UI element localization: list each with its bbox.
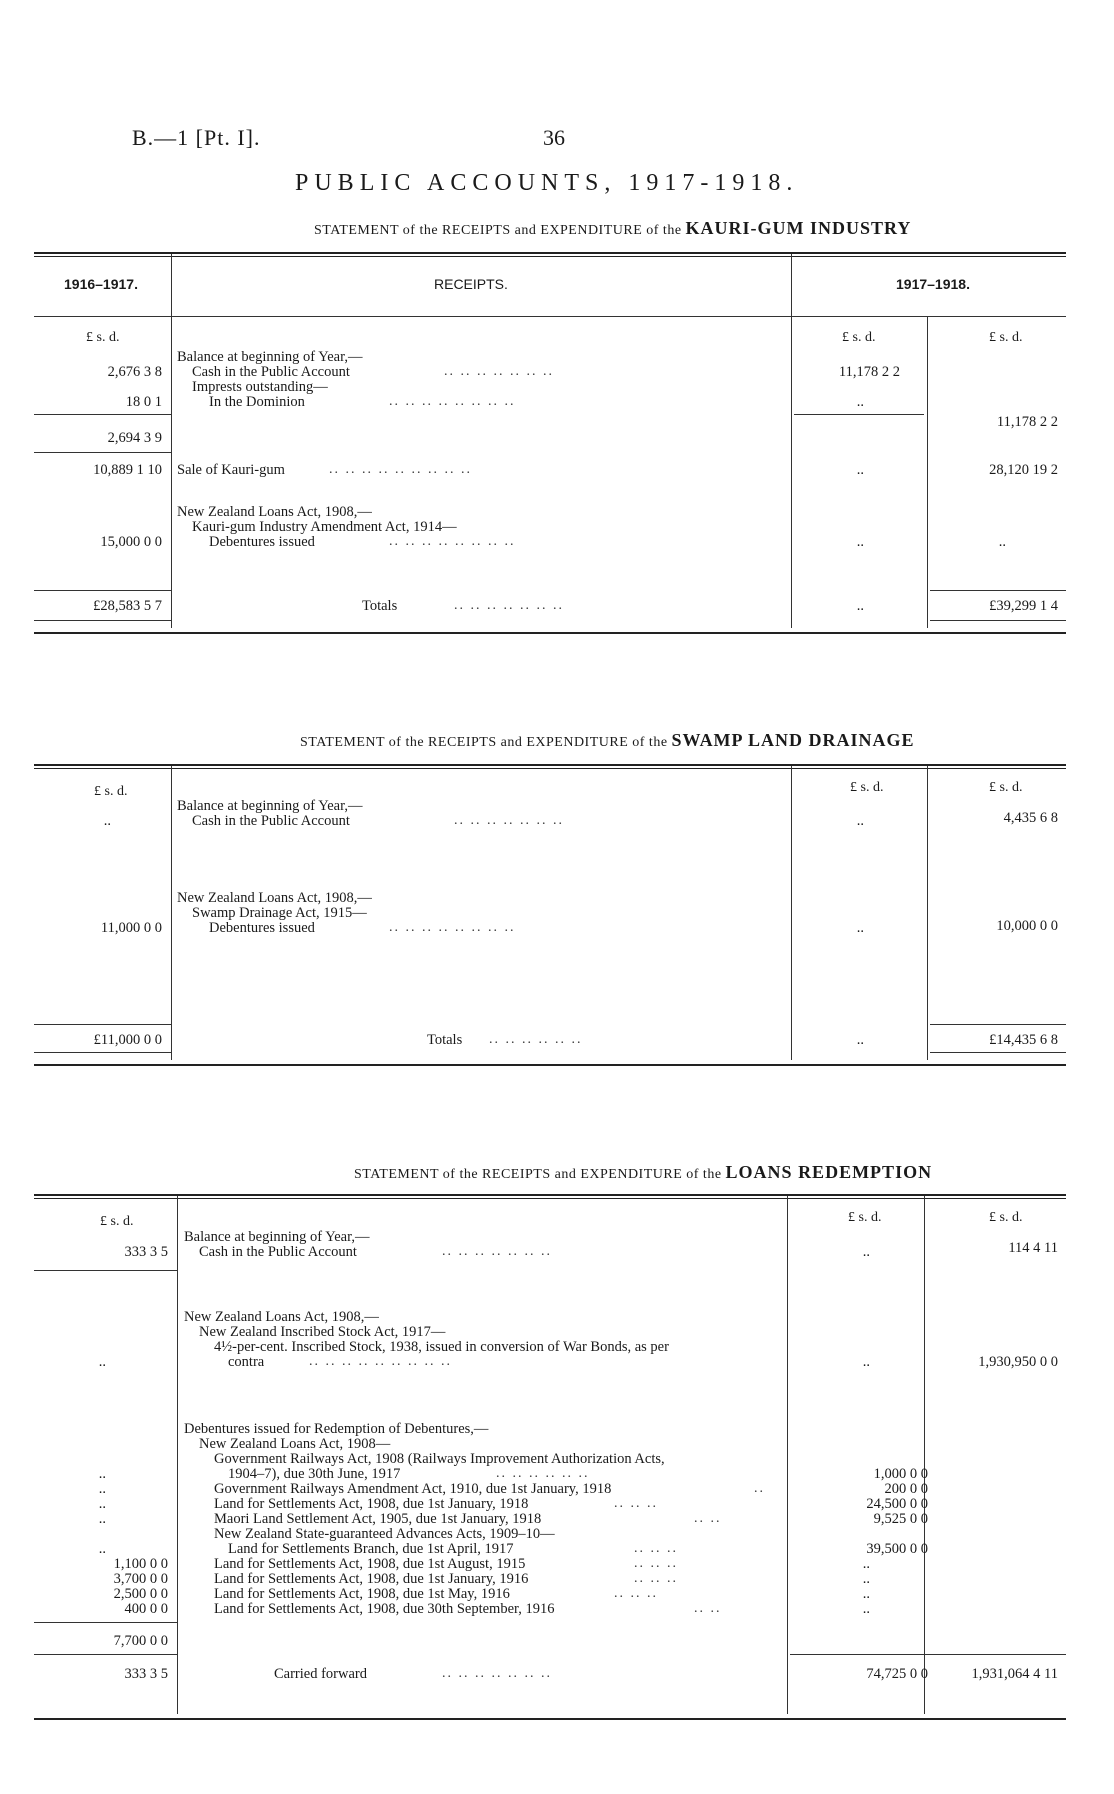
kauri-debentures-curr: ..	[998, 534, 1006, 550]
kauri-subtotal-curr: 11,178 2 2	[996, 414, 1058, 430]
swamp-title-bold: SWAMP LAND DRAINAGE	[671, 730, 915, 750]
loans-item-line: Land for Settlements Branch, due 1st April, 1917	[228, 1541, 514, 1557]
loans-cash-curr: 114 4 11	[1008, 1240, 1058, 1256]
page-number: 36	[543, 125, 565, 150]
loans-units-prev: £ s. d.	[100, 1214, 134, 1229]
kauri-totals-label: Totals	[362, 598, 398, 614]
kauri-debentures-inner: ..	[856, 534, 864, 550]
kauri-units-curr: £ s. d.	[989, 330, 1023, 345]
swamp-units-curr: £ s. d.	[989, 780, 1023, 795]
loans-carried-curr: 1,931,064 4 11	[971, 1666, 1058, 1682]
swamp-title-prefix: STATEMENT of the RECEIPTS and EXPENDITURE of the	[300, 735, 668, 750]
page-title: PUBLIC ACCOUNTS, 1917-1918.	[295, 170, 799, 196]
loans-deb-nzla-label: New Zealand Loans Act, 1908—	[199, 1436, 391, 1452]
kauri-nzla-label: New Zealand Loans Act, 1908,—	[177, 504, 372, 520]
kauri-dominion-label: In the Dominion	[209, 394, 305, 410]
loans-cash-inner: ..	[862, 1244, 870, 1260]
loans-stock-inner: ..	[862, 1354, 870, 1370]
kauri-balance-label: Balance at beginning of Year,—	[177, 349, 363, 365]
loans-item-inner: ..	[862, 1556, 870, 1572]
kauri-cash-curr-inner: 11,178 2 2	[838, 364, 900, 380]
kauri-debentures-label: Debentures issued	[209, 534, 315, 550]
loans-statement-title	[354, 1162, 932, 1183]
loans-item-prev: ..	[98, 1481, 106, 1497]
swamp-cash-inner: ..	[856, 813, 864, 829]
kauri-statement-title	[314, 218, 911, 239]
loans-title-bold: LOANS REDEMPTION	[725, 1162, 933, 1182]
kauri-col-prev-year: 1916–1917.	[64, 276, 138, 292]
swamp-debentures-curr: 10,000 0 0	[996, 918, 1058, 934]
swamp-units-inner: £ s. d.	[850, 780, 884, 795]
loans-item-line: Maori Land Settlement Act, 1905, due 1st January, 1918	[214, 1511, 542, 1527]
loans-units-inner: £ s. d.	[848, 1210, 882, 1225]
swamp-cash-label: Cash in the Public Account	[192, 813, 350, 829]
loans-balance-label: Balance at beginning of Year,—	[184, 1229, 370, 1245]
kauri-subtotal-prev: 2,694 3 9	[107, 430, 162, 446]
swamp-units-prev: £ s. d.	[94, 784, 128, 799]
loans-item-line: 1904–7), due 30th June, 1917	[228, 1466, 401, 1482]
swamp-totals-prev: £11,000 0 0	[93, 1032, 162, 1048]
loans-stock-prev: ..	[98, 1354, 106, 1370]
kauri-cash-prev: 2,676 3 8	[107, 364, 162, 380]
loans-item-inner: 39,500 0 0	[866, 1541, 928, 1557]
swamp-nzla-label: New Zealand Loans Act, 1908,—	[177, 890, 372, 906]
swamp-totals-curr: £14,435 6 8	[989, 1032, 1058, 1048]
loans-stock-label-1: 4½-per-cent. Inscribed Stock, 1938, issued in conversion of War Bonds, as per	[214, 1339, 669, 1355]
loans-cash-prev: 333 3 5	[124, 1244, 168, 1260]
document-reference: B.—1 [Pt. I].	[132, 125, 261, 150]
loans-item-line: Government Railways Amendment Act, 1910, due 1st January, 1918	[214, 1481, 612, 1497]
swamp-table: £ s. d. £ s. d. £ s. d. Balance at beginning of Year,— Cash in the Public Account .. .. .. .. .. .. .. .. .. 4,435 6 8 New Zealand Loans Act, 1908,— Swamp Drainage Act, 1915— Debentures issued .. .. .. .. .. .. .. .. 11,000 0 0 .. 10,000 0 0 Totals .. .. .. .. .. .. £11,000 0 0 .. £14,435 6 8	[34, 764, 1066, 1066]
kauri-sale-prev: 10,889 1 10	[93, 462, 162, 478]
loans-item-prev: ..	[98, 1496, 106, 1512]
loans-item-inner: ..	[862, 1571, 870, 1587]
kauri-title-prefix: STATEMENT of the RECEIPTS and EXPENDITURE of the	[314, 223, 682, 238]
kauri-sale-inner: ..	[856, 462, 864, 478]
loans-inscribed-label: New Zealand Inscribed Stock Act, 1917—	[199, 1324, 446, 1340]
loans-item-line: Government Railways Act, 1908 (Railways Improvement Authorization Acts,	[214, 1451, 665, 1467]
loans-item-prev: 3,700 0 0	[113, 1571, 168, 1587]
loans-title-prefix: STATEMENT of the RECEIPTS and EXPENDITURE of the	[354, 1167, 722, 1182]
kauri-totals-prev: £28,583 5 7	[93, 598, 162, 614]
swamp-totals-inner: ..	[856, 1032, 864, 1048]
kauri-units-inner: £ s. d.	[842, 330, 876, 345]
loans-deb-subtotal-prev: 7,700 0 0	[113, 1633, 168, 1649]
kauri-cash-label: Cash in the Public Account	[192, 364, 350, 380]
loans-table: £ s. d. £ s. d. £ s. d. Balance at beginning of Year,— Cash in the Public Account .. .. .. .. .. .. .. 333 3 5 .. 114 4 11 New Zealand Loans Act, 1908,— New Zealand Inscribed Stock Act, 1917— 4½-per-cent. Inscribed Stock, 1938, issued in conversion of War Bonds, as per contra .. .. .. .. .. .. .. .. .. .. .. 1,930,950 0 0 Debentures issued for Redemption of Debentures,— New Zealand Loans Act, 1908— Government Railways Act, 1908 (Railways Improvement Authorization Acts, 1904–7), due 30th June, 1917 .. .. .. .. .. .. .. 1,000 0 0 Government Railways Amendment Act, 1910, due 1st January, 1918 .. .. 200 0 0 Land for Settlements Act, 1908, due 1st January, 1918 .. .. .. .. 24,500 0 0 Maori Land Settlement Act, 1905, due 1st January, 1918 .. .. .. 9,525 0 0 New Zealand State-guaranteed Advances Acts, 1909–10— Land for Settlements Branch, due 1st April, 1917 .. .. .. .. 39,500 0 0 Land for Settlements Act, 1908, due 1st August, 1915 .. .. .. 1,100 0 0 .. Land for Settlements Act, 1908, due 1st January, 1916 .. .. .. 3,700 0 0 .. Land for Settlements Act, 1908, due 1st May, 1916 .. .. .. 2,500 0 0 .. Land for Settlements Act, 1908, due 30th September, 1916 .. .. 400 0 0 .. 7,700 0 0 Carried forward .. .. .. .. .. .. .. 333 3 5 74,725 0 0 1,931,064 4 11	[34, 1194, 1066, 1720]
loans-item-line: Land for Settlements Act, 1908, due 1st August, 1915	[214, 1556, 526, 1572]
loans-item-line: Land for Settlements Act, 1908, due 1st January, 1916	[214, 1571, 529, 1587]
kauri-imprests-label: Imprests outstanding—	[192, 379, 328, 395]
loans-item-line: Land for Settlements Act, 1908, due 1st May, 1916	[214, 1586, 510, 1602]
kauri-col-receipts: RECEIPTS.	[434, 276, 508, 292]
kauri-units-prev: £ s. d.	[86, 330, 120, 345]
swamp-totals-label: Totals	[427, 1032, 463, 1048]
loans-item-line: Land for Settlements Act, 1908, due 1st January, 1918	[214, 1496, 529, 1512]
loans-nzla-label: New Zealand Loans Act, 1908,—	[184, 1309, 379, 1325]
kauri-dominion-prev: 18 0 1	[125, 394, 162, 410]
kauri-sale-label: Sale of Kauri-gum	[177, 462, 285, 478]
kauri-table: 1916–1917. RECEIPTS. 1917–1918. £ s. d. £ s. d. £ s. d. Balance at beginning of Year,— Cash in the Public Account .. .. .. .. .. .. .. 2,676 3 8 11,178 2 2 Imprests outstanding— In the Dominion .. .. .. .. .. .. .. .. 18 0 1 .. 2,694 3 9 11,178 2 2 Sale of Kauri-gum .. .. .. .. .. .. .. .. .. 10,889 1 10 .. 28,120 19 2 New Zealand Loans Act, 1908,— Kauri-gum Industry Amendment Act, 1914— Debentures issued .. .. .. .. .. .. .. .. 15,000 0 0 .. .. Totals .. .. .. .. .. .. .. £28,583 5 7 .. £39,299 1 4	[34, 252, 1066, 634]
kauri-dominion-curr-inner: ..	[856, 394, 864, 410]
loans-item-prev: 1,100 0 0	[113, 1556, 168, 1572]
swamp-cash-prev: ..	[103, 813, 111, 829]
loans-cash-label: Cash in the Public Account	[199, 1244, 357, 1260]
loans-item-inner: 9,525 0 0	[873, 1511, 928, 1527]
loans-item-inner: 200 0 0	[884, 1481, 928, 1497]
swamp-cash-curr: 4,435 6 8	[1003, 810, 1058, 826]
kauri-act-label: Kauri-gum Industry Amendment Act, 1914—	[192, 519, 457, 535]
kauri-totals-inner: ..	[856, 598, 864, 614]
kauri-title-bold: KAURI-GUM INDUSTRY	[685, 218, 912, 238]
kauri-col-curr-year: 1917–1918.	[896, 276, 970, 292]
loans-item-line: Land for Settlements Act, 1908, due 30th September, 1916	[214, 1601, 555, 1617]
loans-units-curr: £ s. d.	[989, 1210, 1023, 1225]
kauri-sale-curr: 28,120 19 2	[989, 462, 1058, 478]
loans-stock-label-2: contra	[228, 1354, 265, 1370]
loans-item-inner: ..	[862, 1586, 870, 1602]
loans-carried-label: Carried forward	[274, 1666, 367, 1682]
loans-item-inner: ..	[862, 1601, 870, 1617]
loans-item-line: New Zealand State-guaranteed Advances Acts, 1909–10—	[214, 1526, 555, 1542]
loans-item-inner: 1,000 0 0	[873, 1466, 928, 1482]
kauri-totals-curr: £39,299 1 4	[989, 598, 1058, 614]
swamp-debentures-label: Debentures issued	[209, 920, 315, 936]
loans-deb-label: Debentures issued for Redemption of Debentures,—	[184, 1421, 489, 1437]
swamp-balance-label: Balance at beginning of Year,—	[177, 798, 363, 814]
loans-item-prev: ..	[98, 1511, 106, 1527]
swamp-debentures-inner: ..	[856, 920, 864, 936]
loans-item-prev: 2,500 0 0	[113, 1586, 168, 1602]
loans-carried-prev: 333 3 5	[124, 1666, 168, 1682]
loans-item-prev: 400 0 0	[124, 1601, 168, 1617]
swamp-act-label: Swamp Drainage Act, 1915—	[192, 905, 367, 921]
loans-stock-curr: 1,930,950 0 0	[978, 1354, 1058, 1370]
loans-item-inner: 24,500 0 0	[866, 1496, 928, 1512]
swamp-statement-title	[300, 730, 915, 751]
loans-carried-inner: 74,725 0 0	[866, 1666, 928, 1682]
loans-item-prev: ..	[98, 1541, 106, 1557]
swamp-debentures-prev: 11,000 0 0	[100, 920, 162, 936]
loans-item-prev: ..	[98, 1466, 106, 1482]
kauri-debentures-prev: 15,000 0 0	[100, 534, 162, 550]
